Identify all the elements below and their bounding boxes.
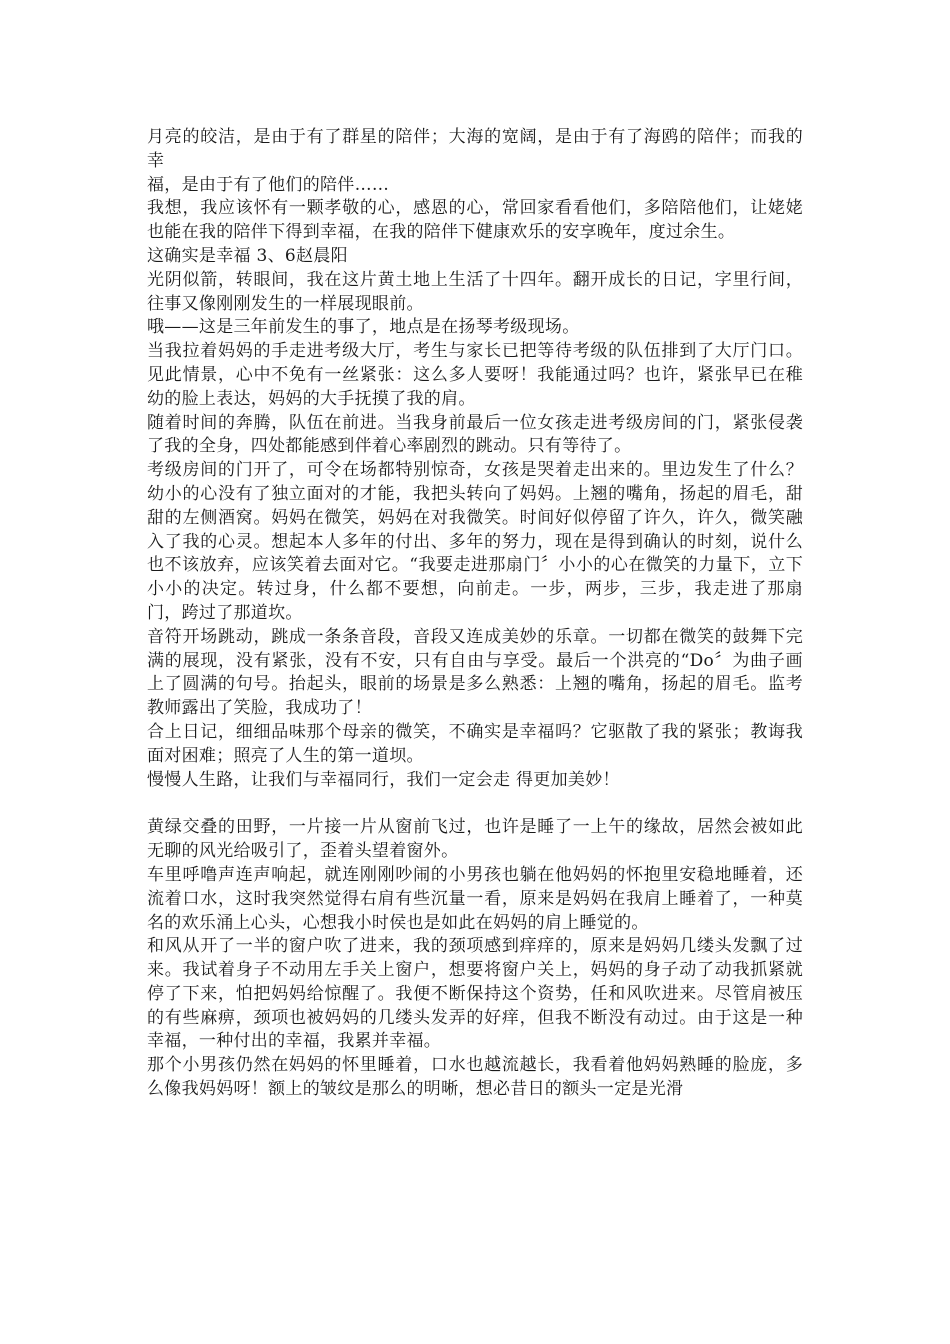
paragraph: 光阴似箭，转眼间，我在这片黄土地上生活了十四年。翻开成长的日记，字里行间，往事又像刚刚发生的一样展现眼前。 [147,269,803,314]
paragraph: 车里呼噜声连声响起，就连刚刚吵闹的小男孩也躺在他妈妈的怀抱里安稳地睡着，还流着口水，这时我突然觉得右肩有些沉量一看，原来是妈妈在我肩上睡着了，一种莫名的欢乐涌上心头，心想我小时侯也是如此在妈妈的肩上睡觉的。 [147,864,803,933]
section-title: 这确实是幸福 3、6赵晨阳 [147,245,348,266]
paragraph: 那个小男孩仍然在妈妈的怀里睡着，口水也越流越长，我看着他妈妈熟睡的脸庞，多么像我妈妈呀！额上的皱纹是那么的明晰，想必昔日的额头一定是光滑 [147,1055,803,1100]
paragraph: 考级房间的门开了，可令在场都特别惊奇，女孩是哭着走出来的。里边发生了什么？幼小的心没有了独立面对的才能，我把头转向了妈妈。上翘的嘴角，扬起的眉毛，甜甜的左侧酒窝。妈妈在微笑，妈妈在对我微笑。时间好似停留了许久，许久，微笑融入了我的心灵。想起本人多年的付出、多年的努力，现在是得到确认的时刻，说什么也不该放弃，应该笑着去面对它。“我要走进那扇门〞小小的心在微笑的力量下，立下小小的决定。转过身，什么都不要想，向前走。一步，两步，三步，我走进了那扇门，跨过了那道坎。 [147,460,803,623]
paragraph: 福，是由于有了他们的陪伴…… [147,174,390,195]
paragraph: 随着时间的奔腾，队伍在前进。当我身前最后一位女孩走进考级房间的门，紧张侵袭了我的全身，四处都能感到伴着心率剧烈的跳动。只有等待了。 [147,412,803,457]
paragraph: 黄绿交叠的田野，一片接一片从窗前飞过，也许是睡了一上午的缘故，居然会被如此无聊的风光给吸引了，歪着头望着窗外。 [147,817,803,862]
paragraph: 当我拉着妈妈的手走进考级大厅，考生与家长已把等待考级的队伍排到了大厅门口。见此情景，心中不免有一丝紧张：这么多人要呀！我能通过吗？也许，紧张早已在稚幼的脸上表达，妈妈的大手抚摸了我的肩。 [147,341,803,409]
paragraph: 和风从开了一半的窗户吹了进来，我的颈项感到痒痒的，原来是妈妈几缕头发飘了过来。我试着身子不动用左手关上窗户，想要将窗户关上，妈妈的身子动了动我抓紧就停了下来，怕把妈妈给惊醒了。我便不断保持这个资势，任和风吹进来。尽管肩被压的有些麻痹，颈项也被妈妈的几缕头发弄的好痒，但我不断没有动过。由于这是一种幸福，一种付出的幸福，我累并幸福。 [147,936,803,1052]
paragraph: 慢慢人生路，让我们与幸福同行，我们一定会走 得更加美妙！ [147,769,620,790]
paragraph: 月亮的皎洁，是由于有了群星的陪伴；大海的宽阔，是由于有了海鸥的陪伴；而我的幸 [147,127,803,171]
blank-line [147,792,803,816]
paragraph: 哦——这是三年前发生的事了，地点是在扬琴考级现场。 [147,317,580,338]
document-body [147,126,803,1102]
paragraph: 音符开场跳动，跳成一条条音段，音段又连成美妙的乐章。一切都在微笑的鼓舞下完满的展现，没有紧张，没有不安，只有自由与享受。最后一个洪亮的“Do〞为曲子画上了圆满的句号。抬起头，眼前的场景是多么熟悉：上翘的嘴角，扬起的眉毛。监考教师露出了笑脸，我成功了！ [147,626,803,719]
paragraph: 我想，我应该怀有一颗孝敬的心，感恩的心，常回家看看他们，多陪陪他们，让姥姥也能在我的陪伴下得到幸福，在我的陪伴下健康欢乐的安享晚年，度过余生。 [147,198,803,243]
paragraph: 合上日记，细细品味那个母亲的微笑，不确实是幸福吗？它驱散了我的紧张；教诲我面对困难；照亮了人生的第一道坝。 [147,721,803,766]
